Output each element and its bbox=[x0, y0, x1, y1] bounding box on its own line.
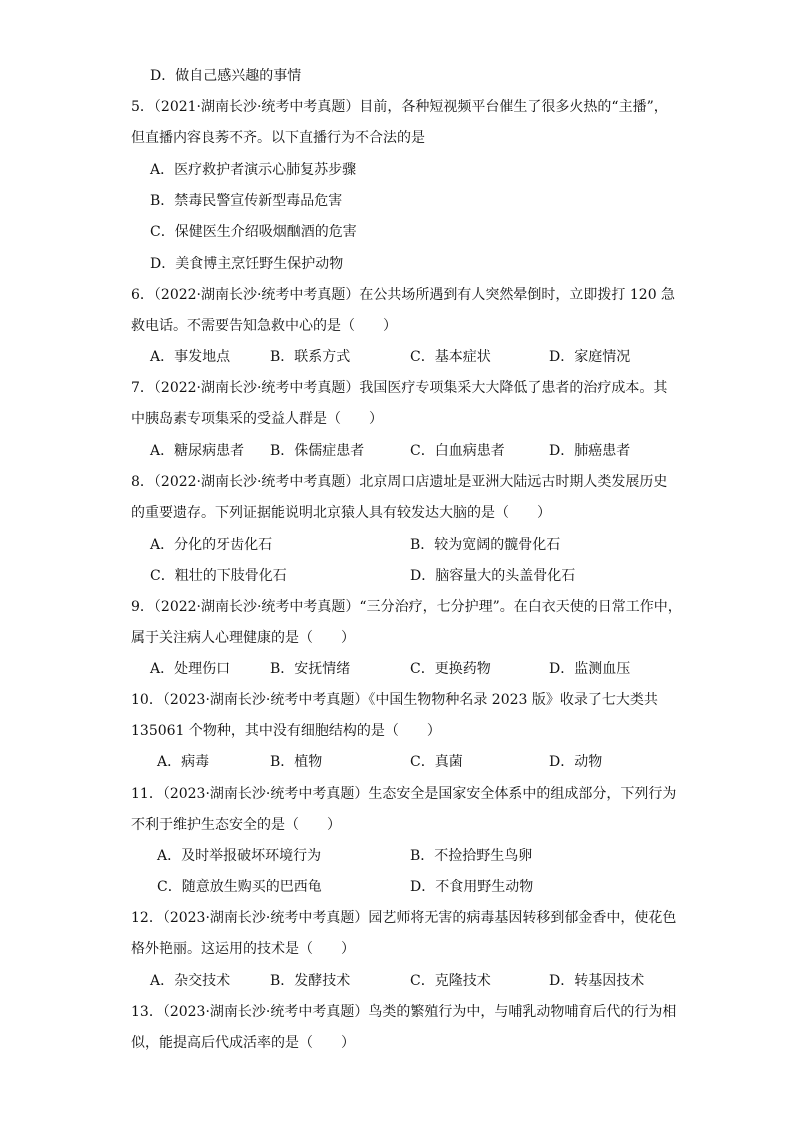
q9-stem-line2: 属于关注病人心理健康的是（ ） bbox=[131, 630, 355, 646]
q6-stem-line2: 救电话。不需要告知急救中心的是（ ） bbox=[131, 318, 397, 334]
q8-option-b: B．较为宽阔的髋骨化石 bbox=[410, 537, 561, 553]
q10-stem-line2: 135061 个物种，其中没有细胞结构的是（ ） bbox=[131, 723, 441, 739]
q7-option-c: C．白血病患者 bbox=[410, 443, 505, 459]
q10-option-d: D．动物 bbox=[549, 754, 603, 770]
q9-option-a: A．处理伤口 bbox=[150, 661, 231, 677]
q7-stem-line2: 中胰岛素专项集采的受益人群是（ ） bbox=[131, 411, 383, 427]
q11-option-b: B．不捡拾野生鸟卵 bbox=[410, 848, 533, 864]
q7-option-b: B．侏儒症患者 bbox=[270, 443, 365, 459]
q9-stem-line1: 9．（2022·湖南长沙·统考中考真题）“三分治疗，七分护理”。在白衣天使的日常工作中， bbox=[131, 599, 682, 615]
q4-option-d: D．做自己感兴趣的事情 bbox=[150, 68, 302, 84]
q11-option-c: C．随意放生购买的巴西龟 bbox=[157, 879, 322, 895]
q12-stem-line1: 12．（2023·湖南长沙·统考中考真题）园艺师将无害的病毒基因转移到郁金香中，使花色 bbox=[131, 910, 677, 926]
q11-stem-line2: 不利于维护生态安全的是（ ） bbox=[131, 817, 341, 833]
q12-stem-line2: 格外艳丽。这运用的技术是（ ） bbox=[131, 941, 355, 957]
q9-option-c: C．更换药物 bbox=[410, 661, 491, 677]
q5-option-c: C．保健医生介绍吸烟酗酒的危害 bbox=[150, 224, 357, 240]
q7-option-d: D．肺癌患者 bbox=[549, 443, 631, 459]
q10-option-a: A．病毒 bbox=[157, 754, 210, 770]
q13-stem-line2: 似，能提高后代成活率的是（ ） bbox=[131, 1035, 355, 1051]
q5-stem-line2: 但直播内容良莠不齐。以下直播行为不合法的是 bbox=[131, 130, 425, 146]
q8-stem-line1: 8．（2022·湖南长沙·统考中考真题）北京周口店遗址是亚洲大陆远古时期人类发展历史 bbox=[131, 474, 668, 490]
q7-stem-line1: 7．（2022·湖南长沙·统考中考真题）我国医疗专项集采大大降低了患者的治疗成本。其 bbox=[131, 380, 668, 396]
q8-option-d: D．脑容量大的头盖骨化石 bbox=[410, 568, 576, 584]
q5-option-a: A．医疗救护者演示心肺复苏步骤 bbox=[150, 162, 357, 178]
q10-option-b: B．植物 bbox=[270, 754, 323, 770]
q13-stem-line1: 13．（2023·湖南长沙·统考中考真题）鸟类的繁殖行为中，与哺乳动物哺育后代的行为相 bbox=[131, 1004, 677, 1020]
q6-option-a: A．事发地点 bbox=[150, 349, 231, 365]
q12-option-b: B．发酵技术 bbox=[270, 973, 351, 989]
q6-option-b: B．联系方式 bbox=[270, 349, 351, 365]
q12-option-c: C．克隆技术 bbox=[410, 973, 491, 989]
q6-stem-line1: 6．（2022·湖南长沙·统考中考真题）在公共场所遇到有人突然晕倒时，立即拨打 120 急 bbox=[131, 287, 676, 303]
q10-option-c: C．真菌 bbox=[410, 754, 463, 770]
q11-option-d: D．不食用野生动物 bbox=[410, 879, 534, 895]
q5-option-d: D．美食博主烹饪野生保护动物 bbox=[150, 256, 344, 272]
q6-option-c: C．基本症状 bbox=[410, 349, 491, 365]
q10-stem-line1: 10．（2023·湖南长沙·统考中考真题）《中国生物物种名录 2023 版》收录了七大类共 bbox=[131, 692, 658, 708]
q12-option-a: A．杂交技术 bbox=[150, 973, 231, 989]
q6-option-d: D．家庭情况 bbox=[549, 349, 631, 365]
q8-stem-line2: 的重要遗存。下列证据能说明北京猿人具有较发达大脑的是（ ） bbox=[131, 505, 551, 521]
q5-stem-line1: 5．（2021·湖南长沙·统考中考真题）目前，各种短视频平台催生了很多火热的“主播”， bbox=[131, 99, 668, 115]
q9-option-b: B．安抚情绪 bbox=[270, 661, 351, 677]
q5-option-b: B．禁毒民警宣传新型毒品危害 bbox=[150, 193, 343, 209]
q9-option-d: D．监测血压 bbox=[549, 661, 631, 677]
q12-option-d: D．转基因技术 bbox=[549, 973, 645, 989]
q8-option-a: A．分化的牙齿化石 bbox=[150, 537, 273, 553]
q7-option-a: A．糖尿病患者 bbox=[150, 443, 245, 459]
q11-stem-line1: 11．（2023·湖南长沙·统考中考真题）生态安全是国家安全体系中的组成部分，下列行为 bbox=[131, 786, 677, 802]
q11-option-a: A．及时举报破坏环境行为 bbox=[157, 848, 322, 864]
q8-option-c: C．粗壮的下肢骨化石 bbox=[150, 568, 287, 584]
